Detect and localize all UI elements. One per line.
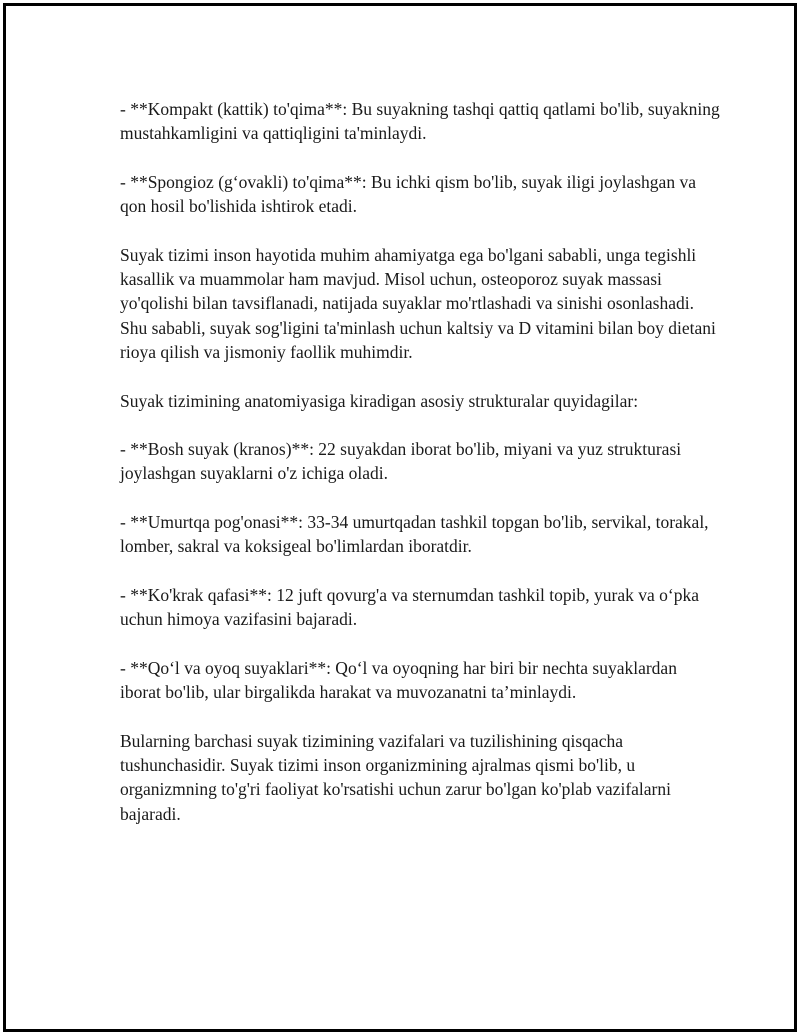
paragraph-spine: - **Umurtqa pog'onasi**: 33-34 umurtqadan tashkil topgan bo'lib, servikal, torakal, lomber, sakral va koksigeal bo'limlardan iboratdir.: [120, 512, 709, 557]
paragraph-bone-health: Suyak tizimi inson hayotida muhim ahamiyatga ega bo'lgani sababli, unga tegishli kasallik va muammolar ham mavjud. Misol uchun, osteoporoz suyak massasi yo'qolishi bilan tavsiflanadi, natijada suyaklar mo'rtlashadi va sinishi osonlashadi. Shu sababli, suyak sog'ligini ta'minlash uchun kaltsiy va D vitamini bilan boy dietani rioya qilish va jismoniy faollik muhimdir.: [120, 244, 716, 362]
document-body: [120, 97, 720, 850]
paragraph-skull: - **Bosh suyak (kranos)**: 22 suyakdan iborat bo'lib, miyani va yuz strukturasi joylashgan suyaklarni o'z ichiga oladi.: [120, 439, 682, 484]
paragraph-structures-intro: Suyak tizimining anatomiyasiga kiradigan asosiy strukturalar quyidagilar:: [120, 390, 639, 411]
document-page: [3, 3, 797, 1032]
paragraph-conclusion: Bularning barchasi suyak tizimining vazifalari va tuzilishining qisqacha tushunchasidir. Suyak tizimi inson organizmining ajralmas qismi bo'lib, u organizmning to'g'ri faoliyat ko'rsatishi uchun zarur bo'lgan ko'plab vazifalarni bajaradi.: [120, 730, 671, 824]
paragraph-limbs: - **Qo‘l va oyoq suyaklari**: Qo‘l va oyoqning har biri bir nechta suyaklardan iborat bo'lib, ular birgalikda harakat va muvozanatni ta’minlaydi.: [120, 657, 677, 703]
paragraph-compact-tissue: - **Kompakt (kattik) to'qima**: Bu suyakning tashqi qattiq qatlami bo'lib, suyakning mustahkamligini va qattiqligini ta'minlaydi.: [120, 99, 720, 144]
paragraph-rib-cage: - **Ko'krak qafasi**: 12 juft qovurg'a va sternumdan tashkil topib, yurak va o‘pka uchun himoya vazifasini bajaradi.: [120, 584, 699, 630]
paragraph-spongy-tissue: - **Spongioz (g‘ovakli) to'qima**: Bu ichki qism bo'lib, suyak iligi joylashgan va qon hosil bo'lishida ishtirok etadi.: [120, 171, 696, 217]
